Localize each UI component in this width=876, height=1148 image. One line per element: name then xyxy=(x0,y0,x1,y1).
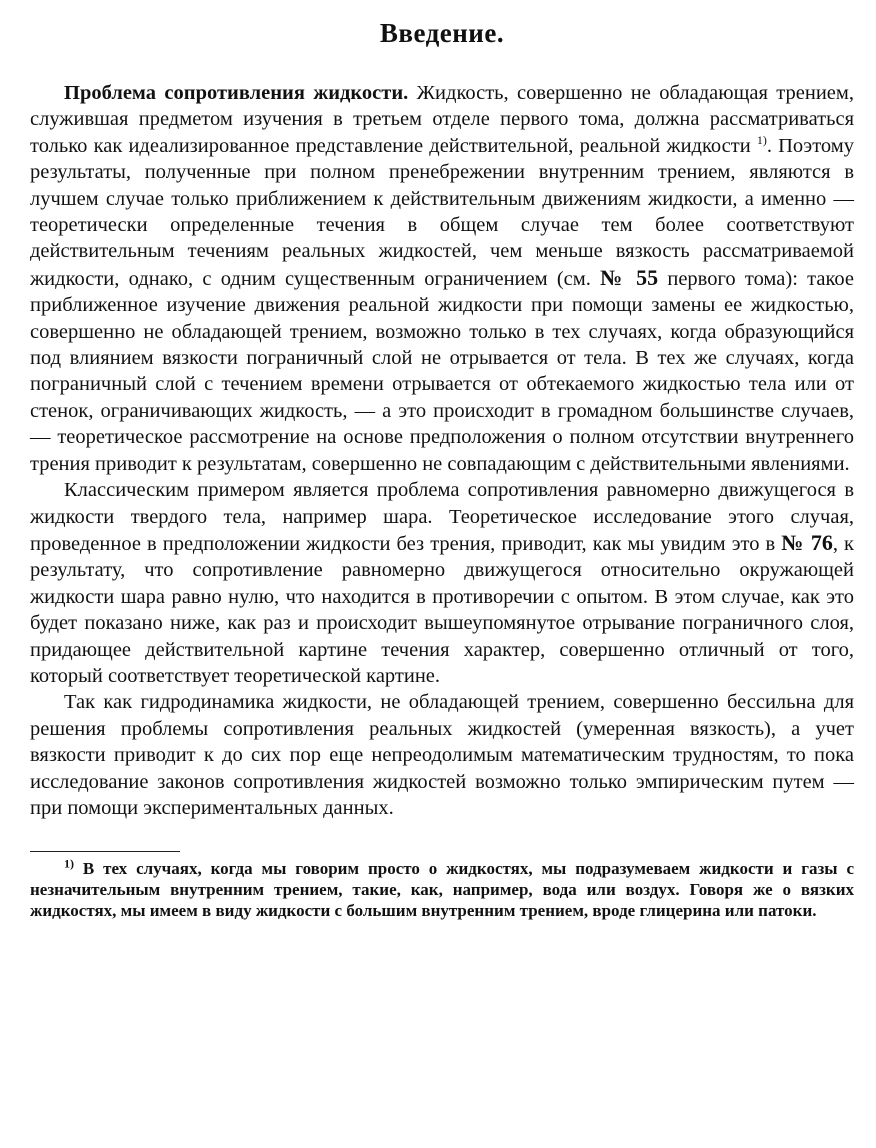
paragraph-2-text-a: Классическим примером является проблема сопротивления равномерно движущегося в жидкости твердого тела, например шара. Теоретическое исследование этого случая, проведенное в предположении жидкости без трения, приводит, как мы увидим это в xyxy=(30,479,854,555)
paragraph-3: Так как гидродинамика жидкости, не обладающей трением, совершенно бессильна для решения проблемы сопротивления реальных жидкостей (умеренная вязкость), а учет вязкости приводит к до сих пор еще непреодолимым математическим трудностям, то пока исследование законов сопротивления жидкостей возможно только эмпирическим путем — при помощи экспериментальных данных. xyxy=(30,691,854,819)
footnote-text: В тех случаях, когда мы говорим просто о жидкостях, мы подразумеваем жидкости и газы с незначительным внутренним трением, такие, как, например, вода или воздух. Говоря же о вязких жидкостях, мы имеем в виду жидкости с большим внутренним трением, вроде глицерина или патоки. xyxy=(30,859,854,921)
reference-55: № 55 xyxy=(600,264,659,290)
paragraph-1 xyxy=(30,80,854,477)
reference-76: № 76 xyxy=(781,529,833,555)
footnote-divider xyxy=(30,851,180,852)
footnote-marker: 1) xyxy=(64,856,74,871)
paragraph-1-lead-heading: Проблема сопротивления жидкости. xyxy=(64,82,409,104)
section-title: Введение. xyxy=(379,18,505,48)
footnote xyxy=(30,858,854,921)
paragraph-1-text-a: Жидкость, совершенно не обладающая трением, служившая предметом изучения в третьем отделе первого тома, должна рассматриваться только как идеализированное представление действительной, реальной жидкости xyxy=(30,82,854,157)
paragraph-1-text-b: . Поэтому результаты, полученные при полном пренебрежении внутренним трением, являются в лучшем случае только приближением к действительным движениям жидкости, а именно — теоретически определенные течения в общем случае тем более соответствуют действительным течениям реальных жидкостей, чем меньше вязкость рассматриваемой жидкости, однако, с одним существенным ограничением (см. xyxy=(30,134,855,290)
paragraph-2-text-b: , к результату, что сопротивление равномерно движущегося относительно окружающей жидкости шара равно нулю, что находится в противоречии с опытом. В этом случае, как это будет показано ниже, как раз и происходит вышеупомянутое отрывание пограничного слоя, придающее действительной картине течения характер, совершенно отличный от того, который соответствует теоретической картине. xyxy=(30,532,854,687)
footnote-reference: 1) xyxy=(756,132,767,147)
paragraph-2 xyxy=(30,477,854,689)
paragraph-1-text-c: первого тома): такое приближенное изучение движения реальной жидкости при помощи замены ее жидкостью, совершенно не обладающей трением, возможно только в тех случаях, когда образующийся под влиянием вязкости пограничный слой не отрывается от тела. В тех же случаях, когда пограничный слой с течением времени отрывается от обтекаемого жидкостью тела или от стенок, ограничивающих жидкость, — а это происходит в громадном большинстве случаев, — теоретическое рассмотрение на основе предположения о полном отсутствии внутреннего трения приводит к результатам, совершенно не совпадающим с действительными явлениями. xyxy=(30,267,854,475)
